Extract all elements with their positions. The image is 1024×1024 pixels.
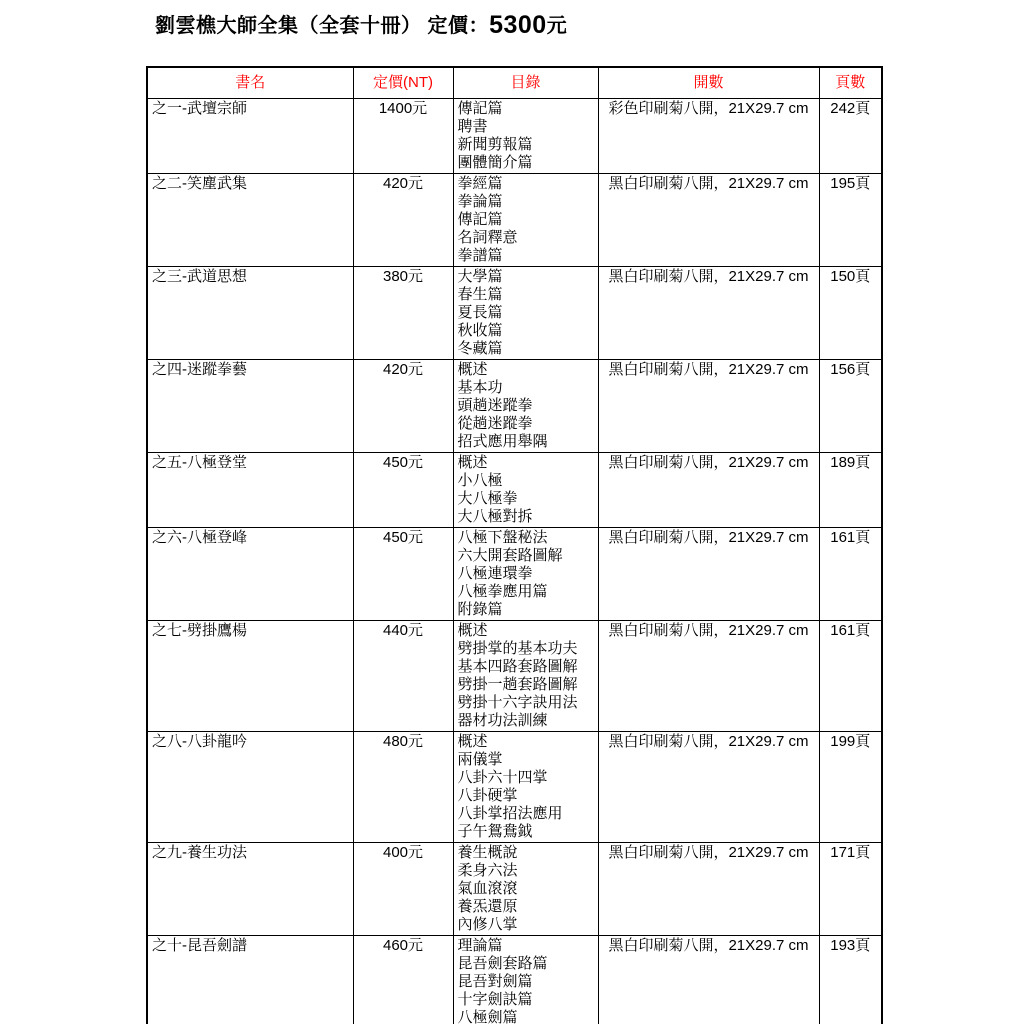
- format-cell: 黑白印刷菊八開，21X29.7 cm: [598, 621, 819, 732]
- pages-cell: 193頁: [819, 936, 882, 1024]
- toc-line: 基本功: [457, 379, 503, 396]
- header-row: [147, 67, 882, 99]
- pages-cell: 156頁: [819, 360, 882, 453]
- toc-line: 概述: [457, 454, 488, 471]
- table-row: [147, 843, 882, 936]
- toc-line: 昆吾對劍篇: [457, 973, 533, 990]
- table-row: [147, 621, 882, 732]
- toc-line: 養炁還原: [457, 898, 518, 915]
- format-cell: 黑白印刷菊八開，21X29.7 cm: [598, 732, 819, 843]
- table-row: [147, 267, 882, 360]
- table-row: [147, 360, 882, 453]
- toc-line: 聘書: [457, 118, 488, 135]
- toc-line: 八極劍篇: [457, 1009, 518, 1024]
- table-row: [147, 528, 882, 621]
- toc-line: 八極連環拳: [457, 565, 533, 582]
- toc-cell: [453, 621, 598, 732]
- toc-line: 秋收篇: [457, 322, 503, 339]
- set-total-price: 5300: [489, 11, 547, 39]
- price-cell: 1400元: [353, 99, 453, 174]
- format-cell: 黑白印刷菊八開，21X29.7 cm: [598, 267, 819, 360]
- toc-cell: [453, 174, 598, 267]
- price-cell: 420元: [353, 174, 453, 267]
- column-header-format: 開數: [598, 67, 819, 99]
- toc-cell: [453, 843, 598, 936]
- table-row: [147, 453, 882, 528]
- column-header-price: 定價(NT): [353, 67, 453, 99]
- toc-line: 八卦硬掌: [457, 787, 518, 804]
- table-row: [147, 99, 882, 174]
- toc-line: 冬藏篇: [457, 340, 503, 357]
- toc-line: 從趟迷蹤拳: [457, 415, 533, 432]
- toc-line: 八卦六十四掌: [457, 769, 548, 786]
- toc-line: 概述: [457, 361, 488, 378]
- pages-cell: 189頁: [819, 453, 882, 528]
- toc-line: 夏長篇: [457, 304, 503, 321]
- book-name-cell: 之七-劈掛鷹楊: [147, 621, 353, 732]
- toc-line: 十字劍訣篇: [457, 991, 533, 1008]
- book-catalog-table: [146, 66, 883, 1024]
- format-cell: 黑白印刷菊八開，21X29.7 cm: [598, 528, 819, 621]
- toc-line: 概述: [457, 622, 488, 639]
- pages-cell: 161頁: [819, 621, 882, 732]
- pages-cell: 195頁: [819, 174, 882, 267]
- price-cell: 450元: [353, 528, 453, 621]
- toc-line: 八極拳應用篇: [457, 583, 548, 600]
- table-row: [147, 936, 882, 1024]
- toc-line: 基本四路套路圖解: [457, 658, 578, 675]
- toc-cell: [453, 732, 598, 843]
- toc-line: 器材功法訓練: [457, 712, 548, 729]
- toc-line: 氣血滾滾: [457, 880, 518, 897]
- toc-line: 大學篇: [457, 268, 503, 285]
- toc-line: 大八極對拆: [457, 508, 533, 525]
- pages-cell: 161頁: [819, 528, 882, 621]
- price-cell: 460元: [353, 936, 453, 1024]
- toc-line: 大八極拳: [457, 490, 518, 507]
- toc-line: 新聞剪報篇: [457, 136, 533, 153]
- price-cell: 400元: [353, 843, 453, 936]
- toc-line: 劈掛十六字訣用法: [457, 694, 578, 711]
- toc-line: 附錄篇: [457, 601, 503, 618]
- toc-cell: [453, 99, 598, 174]
- toc-line: 柔身六法: [457, 862, 518, 879]
- format-cell: 黑白印刷菊八開，21X29.7 cm: [598, 360, 819, 453]
- toc-cell: [453, 528, 598, 621]
- toc-line: 八極下盤秘法: [457, 529, 548, 546]
- toc-line: 春生篇: [457, 286, 503, 303]
- toc-cell: [453, 936, 598, 1024]
- table-row: [147, 732, 882, 843]
- book-name-cell: 之三-武道思想: [147, 267, 353, 360]
- toc-line: 理論篇: [457, 937, 503, 954]
- column-header-toc: 目錄: [453, 67, 598, 99]
- toc-line: 傳記篇: [457, 100, 503, 117]
- toc-line: 內修八掌: [457, 916, 518, 933]
- toc-line: 招式應用舉隅: [457, 433, 548, 450]
- toc-cell: [453, 267, 598, 360]
- price-cell: 450元: [353, 453, 453, 528]
- toc-line: 養生概說: [457, 844, 518, 861]
- toc-line: 頭趟迷蹤拳: [457, 397, 533, 414]
- toc-line: 概述: [457, 733, 488, 750]
- column-header-pages: 頁數: [819, 67, 882, 99]
- book-name-cell: 之六-八極登峰: [147, 528, 353, 621]
- price-cell: 380元: [353, 267, 453, 360]
- pages-cell: 242頁: [819, 99, 882, 174]
- table-row: [147, 174, 882, 267]
- format-cell: 黑白印刷菊八開，21X29.7 cm: [598, 174, 819, 267]
- price-cell: 440元: [353, 621, 453, 732]
- book-name-cell: 之十-昆吾劍譜: [147, 936, 353, 1024]
- toc-line: 傳記篇: [457, 211, 503, 228]
- toc-line: 小八極: [457, 472, 503, 489]
- toc-line: 團體簡介篇: [457, 154, 533, 171]
- toc-line: 八卦掌招法應用: [457, 805, 563, 822]
- format-cell: 黑白印刷菊八開，21X29.7 cm: [598, 843, 819, 936]
- title-price-unit: 元: [546, 15, 568, 37]
- toc-line: 劈掛一趟套路圖解: [457, 676, 578, 693]
- table-body: [147, 99, 882, 1024]
- toc-line: 兩儀掌: [457, 751, 503, 768]
- toc-line: 拳經篇: [457, 175, 503, 192]
- toc-line: 昆吾劍套路篇: [457, 955, 548, 972]
- toc-line: 名詞釋意: [457, 229, 518, 246]
- book-name-cell: 之九-養生功法: [147, 843, 353, 936]
- toc-cell: [453, 360, 598, 453]
- book-name-cell: 之五-八極登堂: [147, 453, 353, 528]
- document-title: [155, 9, 567, 40]
- book-name-cell: 之八-八卦龍吟: [147, 732, 353, 843]
- toc-line: 子午鴛鴦鉞: [457, 823, 533, 840]
- pages-cell: 199頁: [819, 732, 882, 843]
- toc-line: 拳論篇: [457, 193, 503, 210]
- book-name-cell: 之二-笑塵武集: [147, 174, 353, 267]
- toc-line: 拳譜篇: [457, 247, 503, 264]
- format-cell: 黑白印刷菊八開，21X29.7 cm: [598, 936, 819, 1024]
- column-header-book-name: 書名: [147, 67, 353, 99]
- pages-cell: 171頁: [819, 843, 882, 936]
- book-name-cell: 之四-迷蹤拳藝: [147, 360, 353, 453]
- toc-line: 六大開套路圖解: [457, 547, 563, 564]
- format-cell: 彩色印刷菊八開，21X29.7 cm: [598, 99, 819, 174]
- price-cell: 480元: [353, 732, 453, 843]
- book-name-cell: 之一-武壇宗師: [147, 99, 353, 174]
- price-cell: 420元: [353, 360, 453, 453]
- toc-line: 劈掛掌的基本功夫: [457, 640, 578, 657]
- format-cell: 黑白印刷菊八開，21X29.7 cm: [598, 453, 819, 528]
- title-text: 劉雲樵大師全集（全套十冊） 定價：: [155, 15, 490, 37]
- pages-cell: 150頁: [819, 267, 882, 360]
- toc-cell: [453, 453, 598, 528]
